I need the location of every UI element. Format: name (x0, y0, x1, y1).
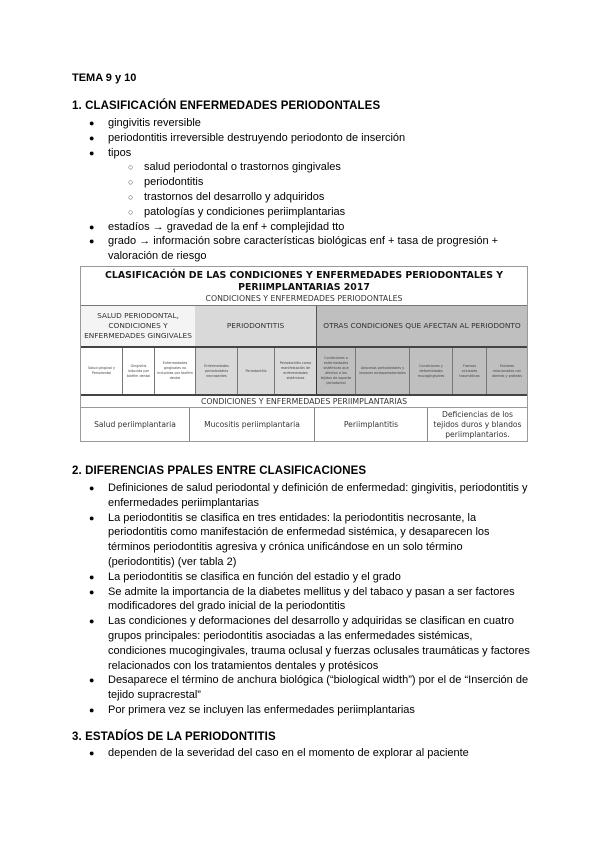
sub-list-item: ○ salud periodontal o trastornos gingivales (128, 161, 341, 174)
table-detail-row (81, 346, 527, 396)
list-item: ● La periodontitis se clasifica en función del estadio y el grado (89, 570, 401, 583)
circle-bullet-icon: ○ (128, 206, 134, 217)
table-cell: Fuerzas oclusales traumáticas (452, 348, 486, 394)
table-cell: Gingivitis inducida por biofilm dental (122, 348, 154, 394)
list-item: ● Las condiciones y deformaciones del desarrollo y adquiridas se clasifican en cuatro grupos principales: periodontitis asociadas a las enfermedades sistémicas, condiciones mucogingivales, trauma oclusal y fuerzas oclusales traumáticas y factores relacionados con los tratamientos dentales y protésicos (89, 615, 530, 672)
bullet-icon: ● (89, 483, 95, 493)
list-item: ● Se admite la importancia de la diabetes mellitus y del tabaco y pasan a ser factores modificadores del grado inicial de la periodontitis (89, 585, 515, 613)
document-title: TEMA 9 y 10 (72, 72, 137, 84)
table-cell: Salud gingival y Periodontal (81, 348, 122, 394)
table-cell: Enfermedades gingivales no inducidas por biofilm dental (154, 348, 195, 394)
list-item: ● grado → información sobre características biológicas enf + tasa de progresión + valoración de riesgo (89, 235, 499, 263)
list-item: ● estadíos → gravedad de la enf + complejidad tto (89, 220, 345, 233)
bullet-icon: ● (89, 748, 95, 758)
section-3-heading: 3. ESTADÍOS DE LA PERIODONTITIS (72, 731, 276, 743)
bullet-icon: ● (89, 132, 95, 143)
bullet-icon: ● (89, 118, 95, 128)
list-item: ● dependen de la severidad del caso en el momento de explorar al paciente (89, 747, 469, 759)
classification-table (80, 266, 528, 442)
bullet-icon: ● (89, 675, 95, 686)
sub-list-item: ○ patologías y condiciones periimplantarias (128, 205, 346, 218)
list-item: ● Por primera vez se incluyen las enfermedades periimplantarias (89, 703, 415, 716)
section-2-list (72, 481, 532, 718)
list-item: ● Definiciones de salud periodontal y definición de enfermedad: gingivitis, periodontitis y enfermedades periimplantarias (89, 482, 528, 509)
table-cell: Periimplantitis (314, 408, 427, 441)
table-title: CLASIFICACIÓN DE LAS CONDICIONES Y ENFERMEDADES PERIODONTALES Y PERIIMPLANTARIAS 2017 (104, 270, 504, 293)
section-3-list (72, 746, 532, 761)
sub-list-item: ○ periodontitis (128, 176, 204, 189)
table-subtitle-periodontal: CONDICIONES Y ENFERMEDADES PERIODONTALES (205, 294, 403, 303)
section-1-list (72, 116, 532, 264)
bullet-icon: ● (89, 704, 95, 715)
group-header-salud: SALUD PERIODONTAL, CONDICIONES Y ENFERMEDADES GINGIVALES (81, 306, 195, 346)
table-cell: Condiciones o enfermedades sistémicas que afectan a los tejidos de soporte periodontal (316, 348, 355, 394)
bullet-icon: ● (89, 147, 95, 158)
circle-bullet-icon: ○ (128, 177, 134, 188)
section-2-heading: 2. DIFERENCIAS PPALES ENTRE CLASIFICACIONES (72, 465, 367, 477)
table-cell: Mucositis periimplantaria (189, 408, 314, 441)
table-cell: Salud periimplantaria (94, 419, 176, 429)
bullet-icon: ● (89, 512, 95, 523)
table-cell: Enfermedades periodontales necrosantes (195, 348, 237, 394)
table-cell: Factores relacionados con dientes y prótesis (486, 348, 527, 394)
bullet-icon: ● (89, 616, 95, 627)
bullet-icon: ● (89, 221, 95, 232)
table-cell: Condiciones y deformidades mucogingivales (409, 348, 452, 394)
list-item: ● tipos (89, 146, 132, 159)
sub-list-item: ○ trastornos del desarrollo y adquiridos (128, 190, 325, 203)
circle-bullet-icon: ○ (128, 162, 134, 173)
circle-bullet-icon: ○ (128, 191, 134, 202)
bullet-icon: ● (89, 571, 95, 582)
section-1-heading: 1. CLASIFICACIÓN ENFERMEDADES PERIODONTALES (72, 100, 381, 112)
table-cell: Abscesos periodontales y lesiones endoperiodontales (355, 348, 409, 394)
list-item: ● gingivitis reversible (89, 117, 201, 129)
table-periimplant-row (81, 407, 527, 441)
list-item: ● Desaparece el término de anchura biológica (“biological width”) por el de “Inserción de tejido supracrestal” (89, 674, 529, 702)
list-item: ● La periodontitis se clasifica en tres entidades: la periodontitis necrosante, la periodontitis como manifestación de enfermedad sistémica, y desaparecen los términos periodontitis agresiva y crónica unificándose en un solo término (periodontitis) (ver tabla 2) (89, 511, 490, 568)
table-cell: Deficiencias de los tejidos duros y blandos periimplantarios. (427, 408, 527, 441)
bullet-icon: ● (89, 236, 95, 247)
table-cell: Periodontitis como manifestación de enfermedades sistémicas (274, 348, 316, 394)
table-group-row (81, 305, 527, 346)
group-header-periodontitis: PERIODONTITIS (195, 306, 316, 346)
list-item: ● periodontitis irreversible destruyendo periodonto de inserción (89, 131, 406, 144)
table-subtitle-periimplant: CONDICIONES Y ENFERMEDADES PERIIMPLANTARIAS (200, 397, 408, 406)
bullet-icon: ● (89, 586, 95, 597)
table-cell: Periodontitis (237, 348, 274, 394)
group-header-otras: OTRAS CONDICIONES QUE AFECTAN AL PERIODONTO (316, 306, 527, 346)
